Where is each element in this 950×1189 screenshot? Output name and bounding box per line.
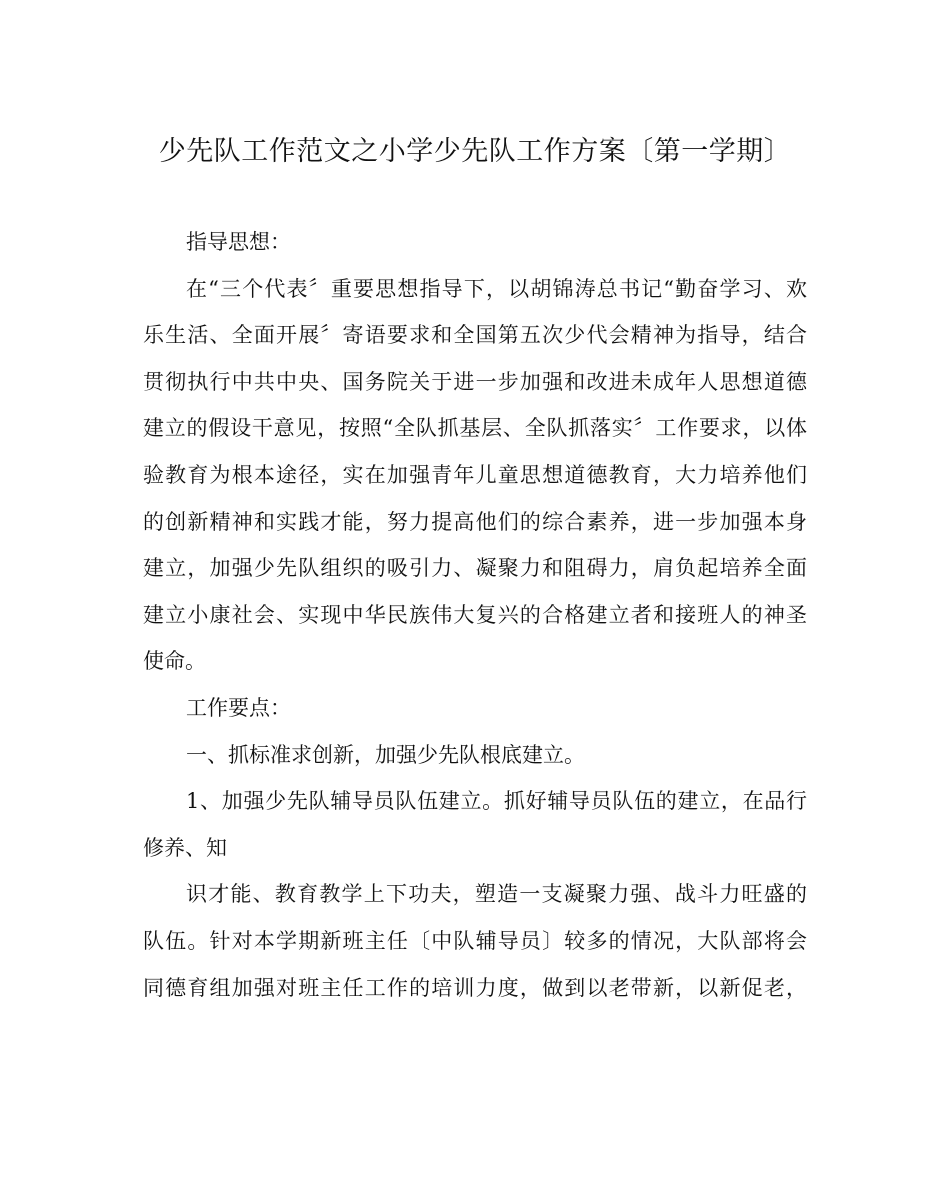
paragraph-line: 建立，加强少先队组织的吸引力、凝聚力和阻碍力，肩负起培养全面 [143,556,807,581]
paragraph-line: 同德育组加强对班主任工作的培训力度，做到以老带新，以新促老， [143,975,807,1000]
paragraph-line: 识才能、教育教学上下功夫，塑造一支凝聚力强、战斗力旺盛的 [186,882,807,907]
paragraph-line: 贯彻执行中共中央、国务院关于进一步加强和改进未成年人思想道德 [143,369,807,394]
paragraph-line: 验教育为根本途径，实在加强青年儿童思想道德教育，大力培养他们 [143,462,807,487]
section-heading-work-points: 工作要点： [186,695,291,720]
paragraph-line: 在“三个代表〞重要思想指导下，以胡锦涛总书记“勤奋学习、欢 [186,276,807,301]
paragraph-line: 建立的假设干意见，按照“全队抓基层、全队抓落实〞工作要求，以体 [143,416,807,441]
subsection-heading-1: 一、抓标准求创新，加强少先队根底建立。 [186,742,585,767]
document-body [143,219,807,1011]
paragraph-line: 1、加强少先队辅导员队伍建立。抓好辅导员队伍的建立，在品行 [186,789,807,814]
paragraph-line: 队伍。针对本学期新班主任〔中队辅导员〕较多的情况，大队部将会 [143,928,807,953]
paragraph-line: 乐生活、全面开展〞寄语要求和全国第五次少代会精神为指导，结合 [143,323,807,348]
section-heading-guiding-ideology: 指导思想： [186,230,291,254]
paragraph-line: 的创新精神和实践才能，努力提高他们的综合素养，进一步加强本身 [143,509,807,534]
paragraph-line: 建立小康社会、实现中华民族伟大复兴的合格建立者和接班人的神圣 [143,602,807,627]
paragraph-line: 修养、知 [143,835,227,860]
paragraph-line: 使命。 [143,649,206,674]
document-title: 少先队工作范文之小学少先队工作方案〔第一学期〕 [158,136,792,167]
